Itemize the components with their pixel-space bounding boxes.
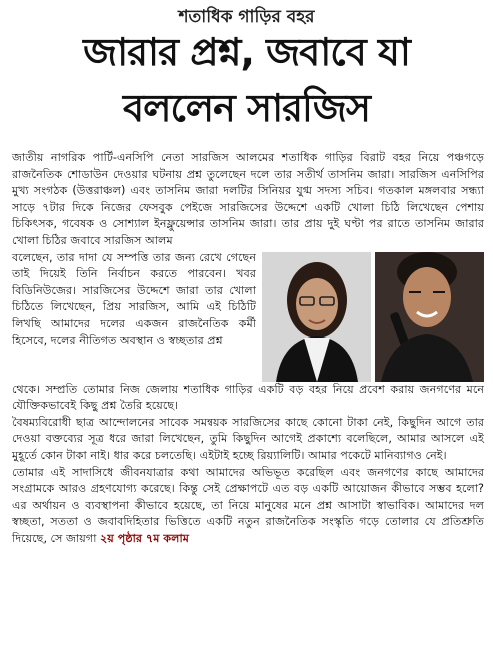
paragraph-1: জাতীয় নাগরিক পার্টি-এনসিপি নেতা সারজিস আলমের শতাধিক গাড়ির বিরাট বহর নিয়ে পঞ্চগড়ে রাজনৈতিক শোডাউন দেওয়ার ঘটনায় প্রশ্ন তুলেছেন দলে তার সতীর্থ তাসনিম জারা। সারজিস এনসিপির মুখ্য সংগঠক (উত্তরাঞ্চল) এবং তাসনিম জারা দলটির সিনিয়র যুগ্ম সদস্য সচিব। গতকাল মঙ্গলবার সন্ধ্যা সাড়ে ৭টার দিকে নিজের ফেসবুক পেইজে সারজিসের উদ্দেশে একটি খোলা চিঠি লিখেছেন পেশায় চিকিৎসক, গবেষক ও সোশ্যাল ইনফ্লুয়েন্সার তাসনিম জারা। তার প্রায় দুই ঘণ্টা পর রাতে তাসনিম জারার খোলা চিঠির জবাবে সারজিস আলম — [12, 151, 484, 247]
paragraph-5-text: তোমার এই সাদাসিধে জীবনযাত্রার কথা আমাদের অভিভূত করেছিল এবং জনগণের কাছে আমাদের সংগ্রামকে আরও গ্রহণযোগ্য করেছে। কিন্তু সেই প্রেক্ষাপটে এত বড় একটি আয়োজন কীভাবে সম্ভব হলো? এর অর্থায়ন ও ব্যবস্থাপনা কীভাবে হয়েছে, তা নিয়ে মানুষের মনে প্রশ্ন আসাটা স্বাভাবিক। আমাদের দল স্বচ্ছতা, সততা ও জবাবদিহিতার ভিত্তিতে একটি নতুন রাজনৈতিক সংস্কৃতি গড়ে তোলার যে প্রতিশ্রুতি দিয়েছে, সে জায়গা — [12, 465, 484, 545]
photo-tasnim-jara — [262, 252, 371, 382]
article-body — [12, 150, 484, 548]
paragraph-2: বলেছেন, তার দাদা যে সম্পত্তি তার জন্য রেখে গেছেন তাই দিয়েই তিনি নির্বাচন করতে পারবেন। খবর বিডিনিউজের। সারজিসের উদ্দেশে জারা তার খোলা চিঠিতে লিখেছেন, প্রিয় সারজিস, আমি এই চিঠিটি লিখছি আমাদের দলের একজন রাজনৈতিক কর্মী হিসেবে, দলের নীতিগত অবস্থান ও স্বচ্ছতার প্রশ্ন — [12, 250, 256, 347]
paragraph-3: থেকে। সম্প্রতি তোমার নিজ জেলায় শতাধিক গাড়ির একটি বড় বহর নিয়ে প্রবেশ করায় জনগণের মনে যৌক্তিকভাবেই কিছু প্রশ্ন তৈরি হয়েছে। — [12, 382, 484, 413]
paragraph-4: বৈষম্যবিরোধী ছাত্র আন্দোলনের সাবেক সমন্বয়ক সারজিসের কাছে কোনো টাকা নেই, কিছুদিন আগে তার দেওয়া বক্তব্যের সূত্র ধরে জারা লিখেছেন, তুমি কিছুদিন আগেই প্রকাশ্যে বলেছিলে, আমার আসলে এই মুহূর্তে কোন টাকা নাই। ধার করে চলতেছি। এইটাই হচ্ছে রিয়্যালিটি। আমার পকেটে মানিব্যাগও নেই। — [12, 415, 484, 462]
article-kicker: শতাধিক গাড়ির বহর — [178, 7, 315, 27]
continuation-note: ২য় পৃষ্ঠার ৭ম কলাম — [100, 531, 189, 545]
paragraph-5 — [12, 465, 484, 548]
article-headline-line1: জারার প্রশ্ন, জবাবে যা — [83, 30, 410, 74]
text-photo-row — [12, 250, 484, 382]
photo-strip — [262, 252, 484, 382]
article-headline-line2: বললেন সারজিস — [123, 86, 370, 130]
photo-sarjis-alam — [375, 252, 484, 382]
